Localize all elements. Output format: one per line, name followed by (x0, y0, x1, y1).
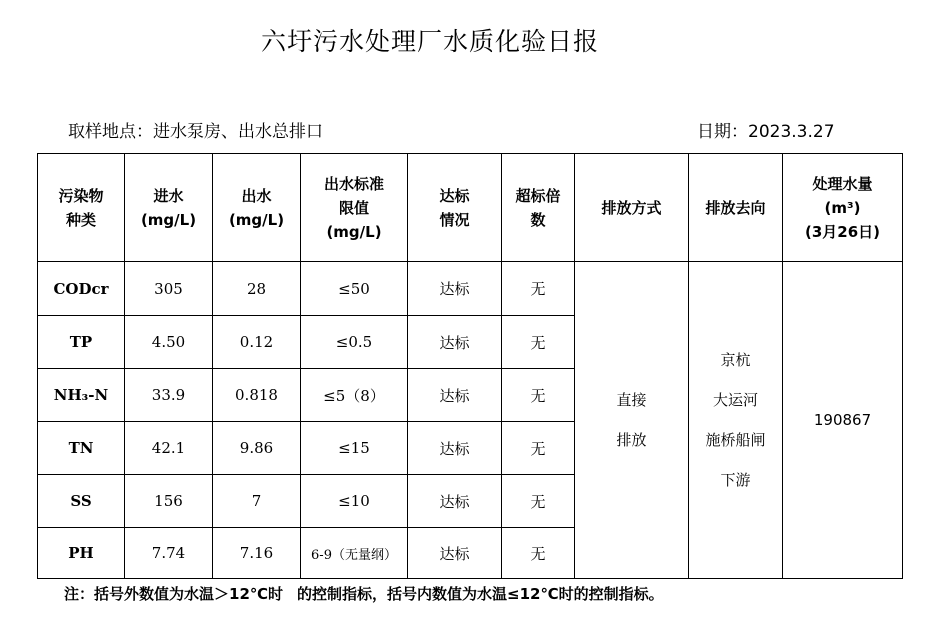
table-header-row (38, 154, 903, 262)
compliance-status: 达标 (408, 316, 502, 369)
limit-value: ≤0.5 (301, 316, 408, 369)
header-inflow-line1: 进水 (153, 186, 184, 205)
inflow-value: 305 (125, 262, 213, 316)
outflow-value: 28 (213, 262, 301, 316)
limit-value: ≤10 (301, 475, 408, 528)
pollutant-name: CODcr (38, 262, 125, 316)
treated-volume: 190867 (783, 262, 903, 579)
discharge-method-line2: 排放 (616, 431, 647, 449)
limit-value: ≤15 (301, 422, 408, 475)
exceed-multiple: 无 (502, 475, 575, 528)
header-inflow (125, 154, 213, 262)
compliance-status: 达标 (408, 528, 502, 579)
table-row (38, 262, 903, 316)
header-limit-unit: (mg/L) (326, 222, 382, 241)
header-volume-unit: (m³) (824, 198, 861, 217)
report-title: 六圩污水处理厂水质化验日报 (260, 27, 599, 56)
report-date: 日期：2023.3.27 (697, 122, 835, 142)
footnote-part1: 注：括号外数值为水温＞12℃时 (64, 585, 284, 603)
header-outflow-unit: (mg/L) (228, 210, 285, 229)
compliance-status: 达标 (408, 475, 502, 528)
compliance-status: 达标 (408, 422, 502, 475)
outflow-value: 9.86 (213, 422, 301, 475)
water-quality-table (37, 153, 903, 579)
outflow-value: 7 (213, 475, 301, 528)
destination-line3: 施桥船闸 (705, 431, 766, 449)
header-compliance (408, 154, 502, 262)
inflow-value: 33.9 (125, 369, 213, 422)
outflow-value: 0.12 (213, 316, 301, 369)
discharge-destination (689, 262, 783, 579)
header-outflow (213, 154, 301, 262)
limit-value: ≤50 (301, 262, 408, 316)
header-pollutant-line2: 种类 (65, 210, 96, 229)
header-outflow-line1: 出水 (241, 186, 272, 205)
limit-value: 6-9（无量纲） (301, 528, 408, 579)
pollutant-name: NH₃-N (38, 369, 125, 422)
outflow-value: 7.16 (213, 528, 301, 579)
inflow-value: 7.74 (125, 528, 213, 579)
header-volume (783, 154, 903, 262)
exceed-multiple: 无 (502, 262, 575, 316)
inflow-value: 156 (125, 475, 213, 528)
compliance-status: 达标 (408, 369, 502, 422)
limit-value: ≤5（8） (301, 369, 408, 422)
header-volume-line1: 处理水量 (812, 174, 873, 193)
header-compliance-line2: 情况 (439, 210, 470, 229)
destination-line4: 下游 (720, 471, 751, 489)
exceed-multiple: 无 (502, 528, 575, 579)
pollutant-name: PH (38, 528, 125, 579)
destination-line2: 大运河 (712, 391, 758, 409)
discharge-method-line1: 直接 (616, 391, 647, 409)
pollutant-name: TP (38, 316, 125, 369)
destination-line1: 京杭 (720, 351, 751, 369)
exceed-multiple: 无 (502, 369, 575, 422)
outflow-value: 0.818 (213, 369, 301, 422)
header-limit-line2: 限值 (338, 198, 369, 217)
inflow-value: 42.1 (125, 422, 213, 475)
header-destination: 排放去向 (689, 154, 783, 262)
footnote (64, 583, 664, 604)
footnote-part2: 的控制指标，括号内数值为水温≤12℃时的控制指标。 (297, 585, 664, 603)
exceed-multiple: 无 (502, 422, 575, 475)
pollutant-name: TN (38, 422, 125, 475)
header-exceed (502, 154, 575, 262)
header-exceed-line1: 超标倍 (515, 186, 561, 205)
header-exceed-line2: 数 (530, 210, 546, 229)
pollutant-name: SS (38, 475, 125, 528)
header-pollutant (38, 154, 125, 262)
header-limit (301, 154, 408, 262)
discharge-method (575, 262, 689, 579)
inflow-value: 4.50 (125, 316, 213, 369)
sampling-location: 取样地点：进水泵房、出水总排口 (68, 122, 323, 142)
header-compliance-line1: 达标 (439, 186, 470, 205)
header-volume-date: (3月26日) (804, 222, 881, 241)
header-limit-line1: 出水标准 (323, 174, 384, 193)
header-inflow-unit: (mg/L) (140, 210, 197, 229)
header-pollutant-line1: 污染物 (58, 186, 104, 205)
header-method: 排放方式 (575, 154, 689, 262)
exceed-multiple: 无 (502, 316, 575, 369)
compliance-status: 达标 (408, 262, 502, 316)
